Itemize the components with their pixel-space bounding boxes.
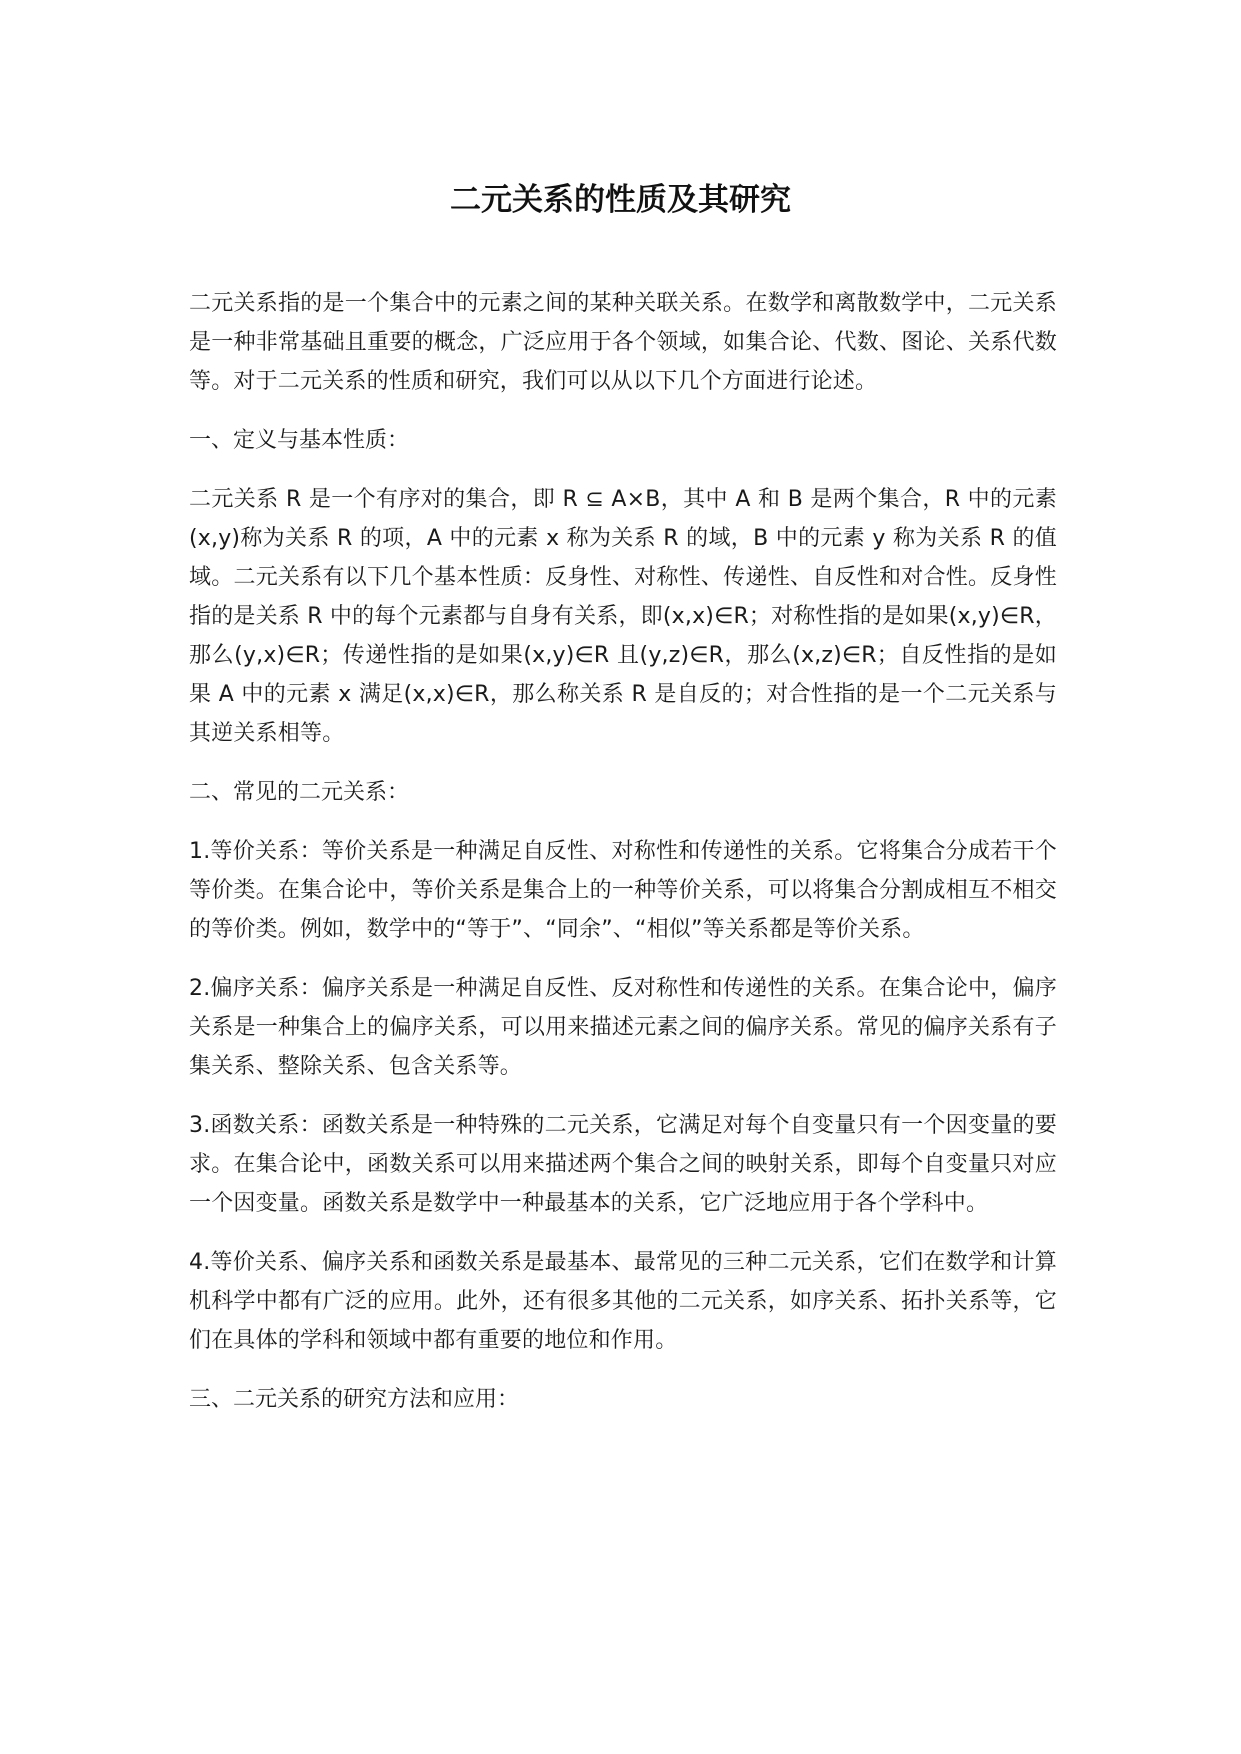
document-body: [189, 284, 1057, 1439]
summary-relations-paragraph: 4.等价关系、偏序关系和函数关系是最基本、最常见的三种二元关系，它们在数学和计算机科学中都有广泛的应用。此外，还有很多其他的二元关系，如序关系、拓扑关系等，它们在具体的学科和领域中都有重要的地位和作用。: [189, 1250, 1057, 1353]
section-heading-common-relations: 二、常见的二元关系：: [189, 780, 410, 805]
document-title: 二元关系的性质及其研究: [450, 182, 791, 218]
definition-paragraph: 二元关系 R 是一个有序对的集合，即 R ⊆ A×B，其中 A 和 B 是两个集合，R 中的元素(x,y)称为关系 R 的项，A 中的元素 x 称为关系 R 的域，B 中的元素 y 称为关系 R 的值域。二元关系有以下几个基本性质：反身性、对称性、传递性、自反性和对合性。反身性指的是关系 R 中的每个元素都与自身有关系，即(x,x)∈R；对称性指的是如果(x,y)∈R，那么(y,x)∈R；传递性指的是如果(x,y)∈R 且(y,z)∈R，那么(x,z)∈R；自反性指的是如果 A 中的元素 x 满足(x,x)∈R，那么称关系 R 是自反的；对合性指的是一个二元关系与其逆关系相等。: [189, 487, 1057, 746]
intro-paragraph: 二元关系指的是一个集合中的元素之间的某种关联关系。在数学和离散数学中，二元关系是一种非常基础且重要的概念，广泛应用于各个领域，如集合论、代数、图论、关系代数等。对于二元关系的性质和研究，我们可以从以下几个方面进行论述。: [189, 291, 1057, 394]
partial-order-paragraph: 2.偏序关系：偏序关系是一种满足自反性、反对称性和传递性的关系。在集合论中，偏序关系是一种集合上的偏序关系，可以用来描述元素之间的偏序关系。常见的偏序关系有子集关系、整除关系、包含关系等。: [189, 976, 1057, 1079]
section-heading-definition: 一、定义与基本性质：: [189, 428, 410, 453]
equivalence-relation-paragraph: 1.等价关系：等价关系是一种满足自反性、对称性和传递性的关系。它将集合分成若干个等价类。在集合论中，等价关系是集合上的一种等价关系，可以将集合分割成相互不相交的等价类。例如，数学中的“等于”、“同余”、“相似”等关系都是等价关系。: [189, 839, 1057, 942]
section-heading-methods: 三、二元关系的研究方法和应用：: [189, 1387, 520, 1412]
function-relation-paragraph: 3.函数关系：函数关系是一种特殊的二元关系，它满足对每个自变量只有一个因变量的要求。在集合论中，函数关系可以用来描述两个集合之间的映射关系，即每个自变量只对应一个因变量。函数关系是数学中一种最基本的关系，它广泛地应用于各个学科中。: [189, 1113, 1057, 1216]
